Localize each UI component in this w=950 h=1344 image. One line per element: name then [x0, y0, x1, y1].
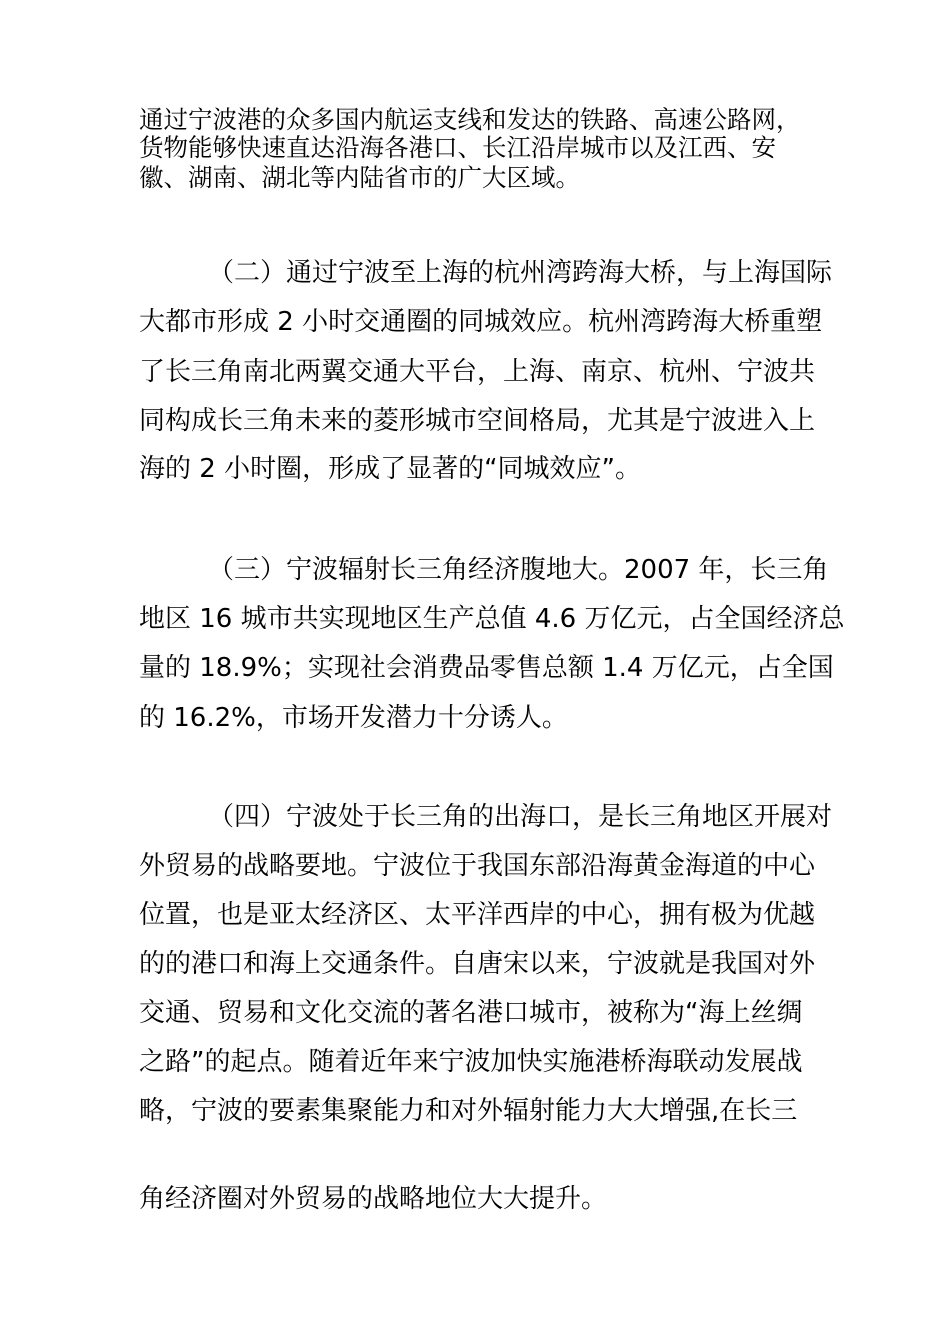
paragraph-2-line-5: 海的 2 小时圈，形成了显著的“同城效应”。 [139, 454, 642, 484]
paragraph-2-line-3: 了长三角南北两翼交通大平台，上海、南京、杭州、宁波共 [139, 357, 816, 387]
paragraph-2-line-1: （二）通过宁波至上海的杭州湾跨海大桥，与上海国际 [208, 258, 833, 288]
paragraph-4-line-2: 外贸易的战略要地。宁波位于我国东部沿海黄金海道的中心 [139, 851, 816, 881]
paragraph-4-line-5: 交通、贸易和文化交流的著名港口城市，被称为“海上丝绸 [139, 998, 803, 1028]
paragraph-3-line-2: 地区 16 城市共实现地区生产总值 4.6 万亿元，占全国经济总 [139, 604, 845, 634]
paragraph-4-line-4: 的的港口和海上交通条件。自唐宋以来，宁波就是我国对外 [139, 949, 816, 979]
paragraph-4-line-3: 位置，也是亚太经济区、太平洋西岸的中心，拥有极为优越 [139, 900, 816, 930]
paragraph-4-line-6: 之路”的起点。随着近年来宁波加快实施港桥海联动发展战 [139, 1047, 803, 1077]
paragraph-3-line-4: 的 16.2%，市场开发潜力十分诱人。 [139, 703, 568, 733]
paragraph-1-line-1: 通过宁波港的众多国内航运支线和发达的铁路、高速公路网， [139, 105, 801, 134]
paragraph-3-line-1: （三）宁波辐射长三角经济腹地大。2007 年，长三角 [208, 555, 829, 585]
paragraph-4-line-1: （四）宁波处于长三角的出海口，是长三角地区开展对 [208, 802, 833, 832]
paragraph-2-line-4: 同构成长三角未来的菱形城市空间格局，尤其是宁波进入上 [139, 406, 816, 436]
paragraph-3-line-3: 量的 18.9%；实现社会消费品零售总额 1.4 万亿元，占全国 [139, 653, 834, 683]
paragraph-5-line-1: 角经济圈对外贸易的战略地位大大提升。 [139, 1184, 608, 1214]
paragraph-1-line-3: 徽、湖南、湖北等内陆省市的广大区域。 [139, 163, 580, 192]
paragraph-1-line-2: 货物能够快速直达沿海各港口、长江沿岸城市以及江西、安 [139, 133, 776, 162]
paragraph-2-line-2: 大都市形成 2 小时交通圈的同城效应。杭州湾跨海大桥重塑 [139, 307, 823, 337]
paragraph-4-line-7: 略，宁波的要素集聚能力和对外辐射能力大大增强,在长三 [139, 1096, 798, 1126]
